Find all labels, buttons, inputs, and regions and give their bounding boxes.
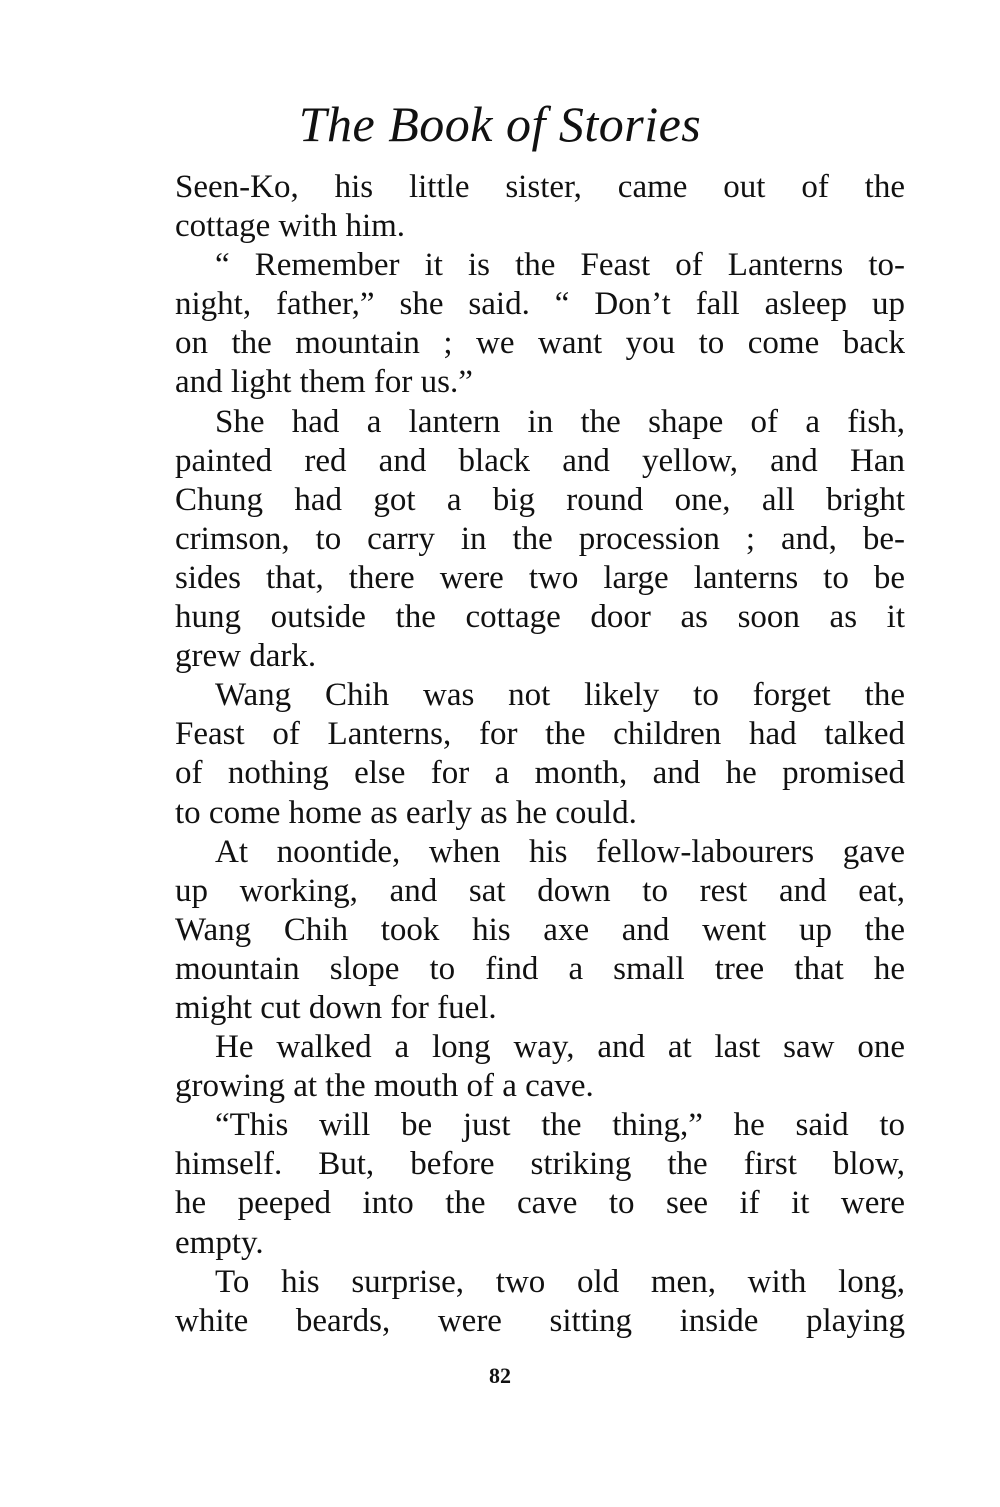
- text-line: night, father,” she said. “ Don’t fall asleep up: [175, 286, 905, 323]
- text-line: “ Remember it is the Feast of Lanterns to-: [215, 247, 905, 284]
- text-line: up working, and sat down to rest and eat,: [175, 872, 905, 909]
- text-line: on the mountain ; we want you to come back: [175, 325, 905, 362]
- text-line: white beards, were sitting inside playing: [175, 1302, 905, 1339]
- text-line: “This will be just the thing,” he said to: [215, 1107, 905, 1144]
- running-title: The Book of Stories: [298, 96, 702, 152]
- text-line: growing at the mouth of a cave.: [175, 1068, 594, 1105]
- text-line: Wang Chih was not likely to forget the: [215, 677, 905, 714]
- text-line: of nothing else for a month, and he promised: [175, 755, 905, 792]
- text-line: himself. But, before striking the first blow,: [175, 1146, 905, 1183]
- text-line: to come home as early as he could.: [175, 794, 637, 831]
- text-line: Chung had got a big round one, all bright: [175, 481, 905, 518]
- text-line: he peeped into the cave to see if it were: [175, 1185, 905, 1222]
- text-line: crimson, to carry in the procession ; and, be-: [175, 520, 905, 557]
- text-line: mountain slope to find a small tree that he: [175, 950, 905, 987]
- text-line: Feast of Lanterns, for the children had talked: [175, 716, 905, 753]
- text-line: might cut down for fuel.: [175, 989, 497, 1026]
- text-line: sides that, there were two large lanterns to be: [175, 559, 905, 596]
- text-line: He walked a long way, and at last saw one: [215, 1029, 905, 1066]
- text-line: painted red and black and yellow, and Han: [175, 442, 905, 479]
- text-line: and light them for us.”: [175, 364, 473, 401]
- text-line: empty.: [175, 1224, 264, 1261]
- body-text: [175, 168, 905, 1341]
- page-number: 82: [489, 1363, 511, 1388]
- text-line: Wang Chih took his axe and went up the: [175, 911, 905, 948]
- text-line: cottage with him.: [175, 208, 406, 245]
- text-line: Seen-Ko, his little sister, came out of the: [175, 169, 905, 205]
- text-line: grew dark.: [175, 638, 317, 675]
- text-line: She had a lantern in the shape of a fish,: [215, 403, 905, 440]
- text-line: At noontide, when his fellow-labourers gave: [215, 833, 905, 870]
- text-line: To his surprise, two old men, with long,: [215, 1263, 905, 1300]
- text-line: hung outside the cottage door as soon as it: [175, 599, 905, 636]
